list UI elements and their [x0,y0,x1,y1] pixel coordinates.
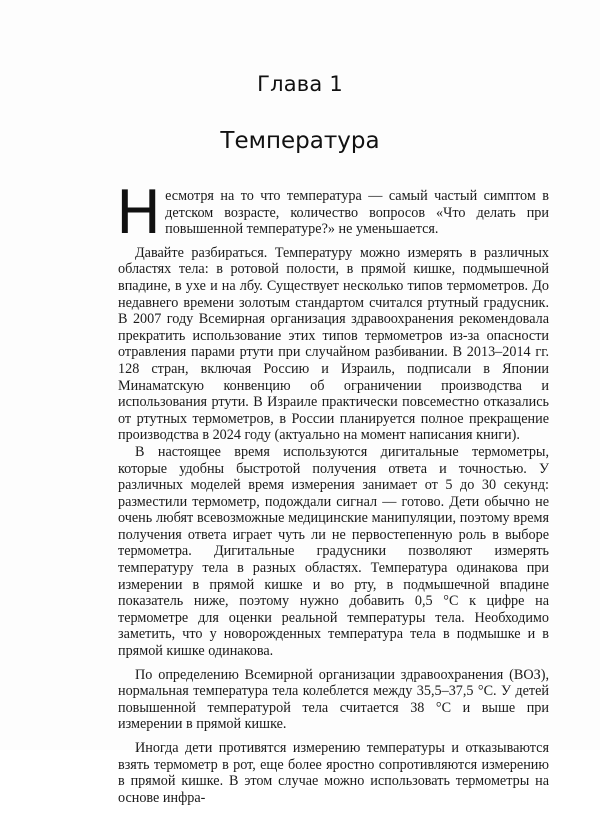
intro-text: есмотря на то что температура — самый частый симптом в детском возрасте, количество вопросов «Что делать при повышенной температуре?» не уменьшается. [165,188,549,238]
paragraph-thermometers: Давайте разбираться. Температуру можно измерять в различных областях тела: в ротовой полости, в прямой кишке, подмышечной впадине, в ухе и на лбу. Существует несколько типов термометров. До недавнего времени золотым стандартом считался ртутный градусник. В 2007 году Всемирная организация здравоохранения рекомендовала прекратить использование этих типов термометров из-за опасности отравления парами ртути при случайном разбивании. В 2013–2014 гг. 128 стран, включая Россию и Израиль, подписали в Японии Минаматскую конвенцию об ограничении производства и использования ртути. В Израиле практически повсеместно отказались от ртутных термометров, в России планируется полное прекращение производства в 2024 году (актуально на момент написания книги). [118,244,549,444]
chapter-title: Температура [220,128,380,154]
drop-cap: Н [116,178,162,248]
paragraph-who-norm: По определению Всемирной организации здравоохранения (ВОЗ), нормальная температура тела колеблется между 35,5–37,5 °С. У детей повышенной температурой тела считается 38 °С и выше при измерении в прямой кишке. [118,666,549,733]
paragraph-resistance: Иногда дети противятся измерению температуры и отказываются взять термометр в рот, еще более яростно сопротивляются измерению в прямой кишке. В этом случае можно использовать термометры на основе инфра- [118,740,549,806]
paragraph-digital: В настоящее время используются дигитальные термометры, которые удобны быстротой получения ответа и точностью. У различных моделей время измерения занимает от 5 до 30 секунд: разместили термометр, подождали сигнал — готово. Дети обычно не очень любят всевозможные медицинские манипуляции, поэтому время получения ответа играет чуть ли не первостепенную роль в выборе термометра. Дигитальные градусники позволяют измерять температуру тела в разных областях. Температура одинакова при измерении в прямой кишке и во рту, в подмышечной впадине показатель ниже, поэтому нужно добавить 0,5 °С к цифре на термометре для оценки реальной температуры тела. Необходимо заметить, что у новорожденных температура тела в подмышке и в прямой кишке одинакова. [118,443,549,660]
intro-paragraph [116,178,549,248]
chapter-label: Глава 1 [257,72,343,96]
body-text [116,178,549,813]
